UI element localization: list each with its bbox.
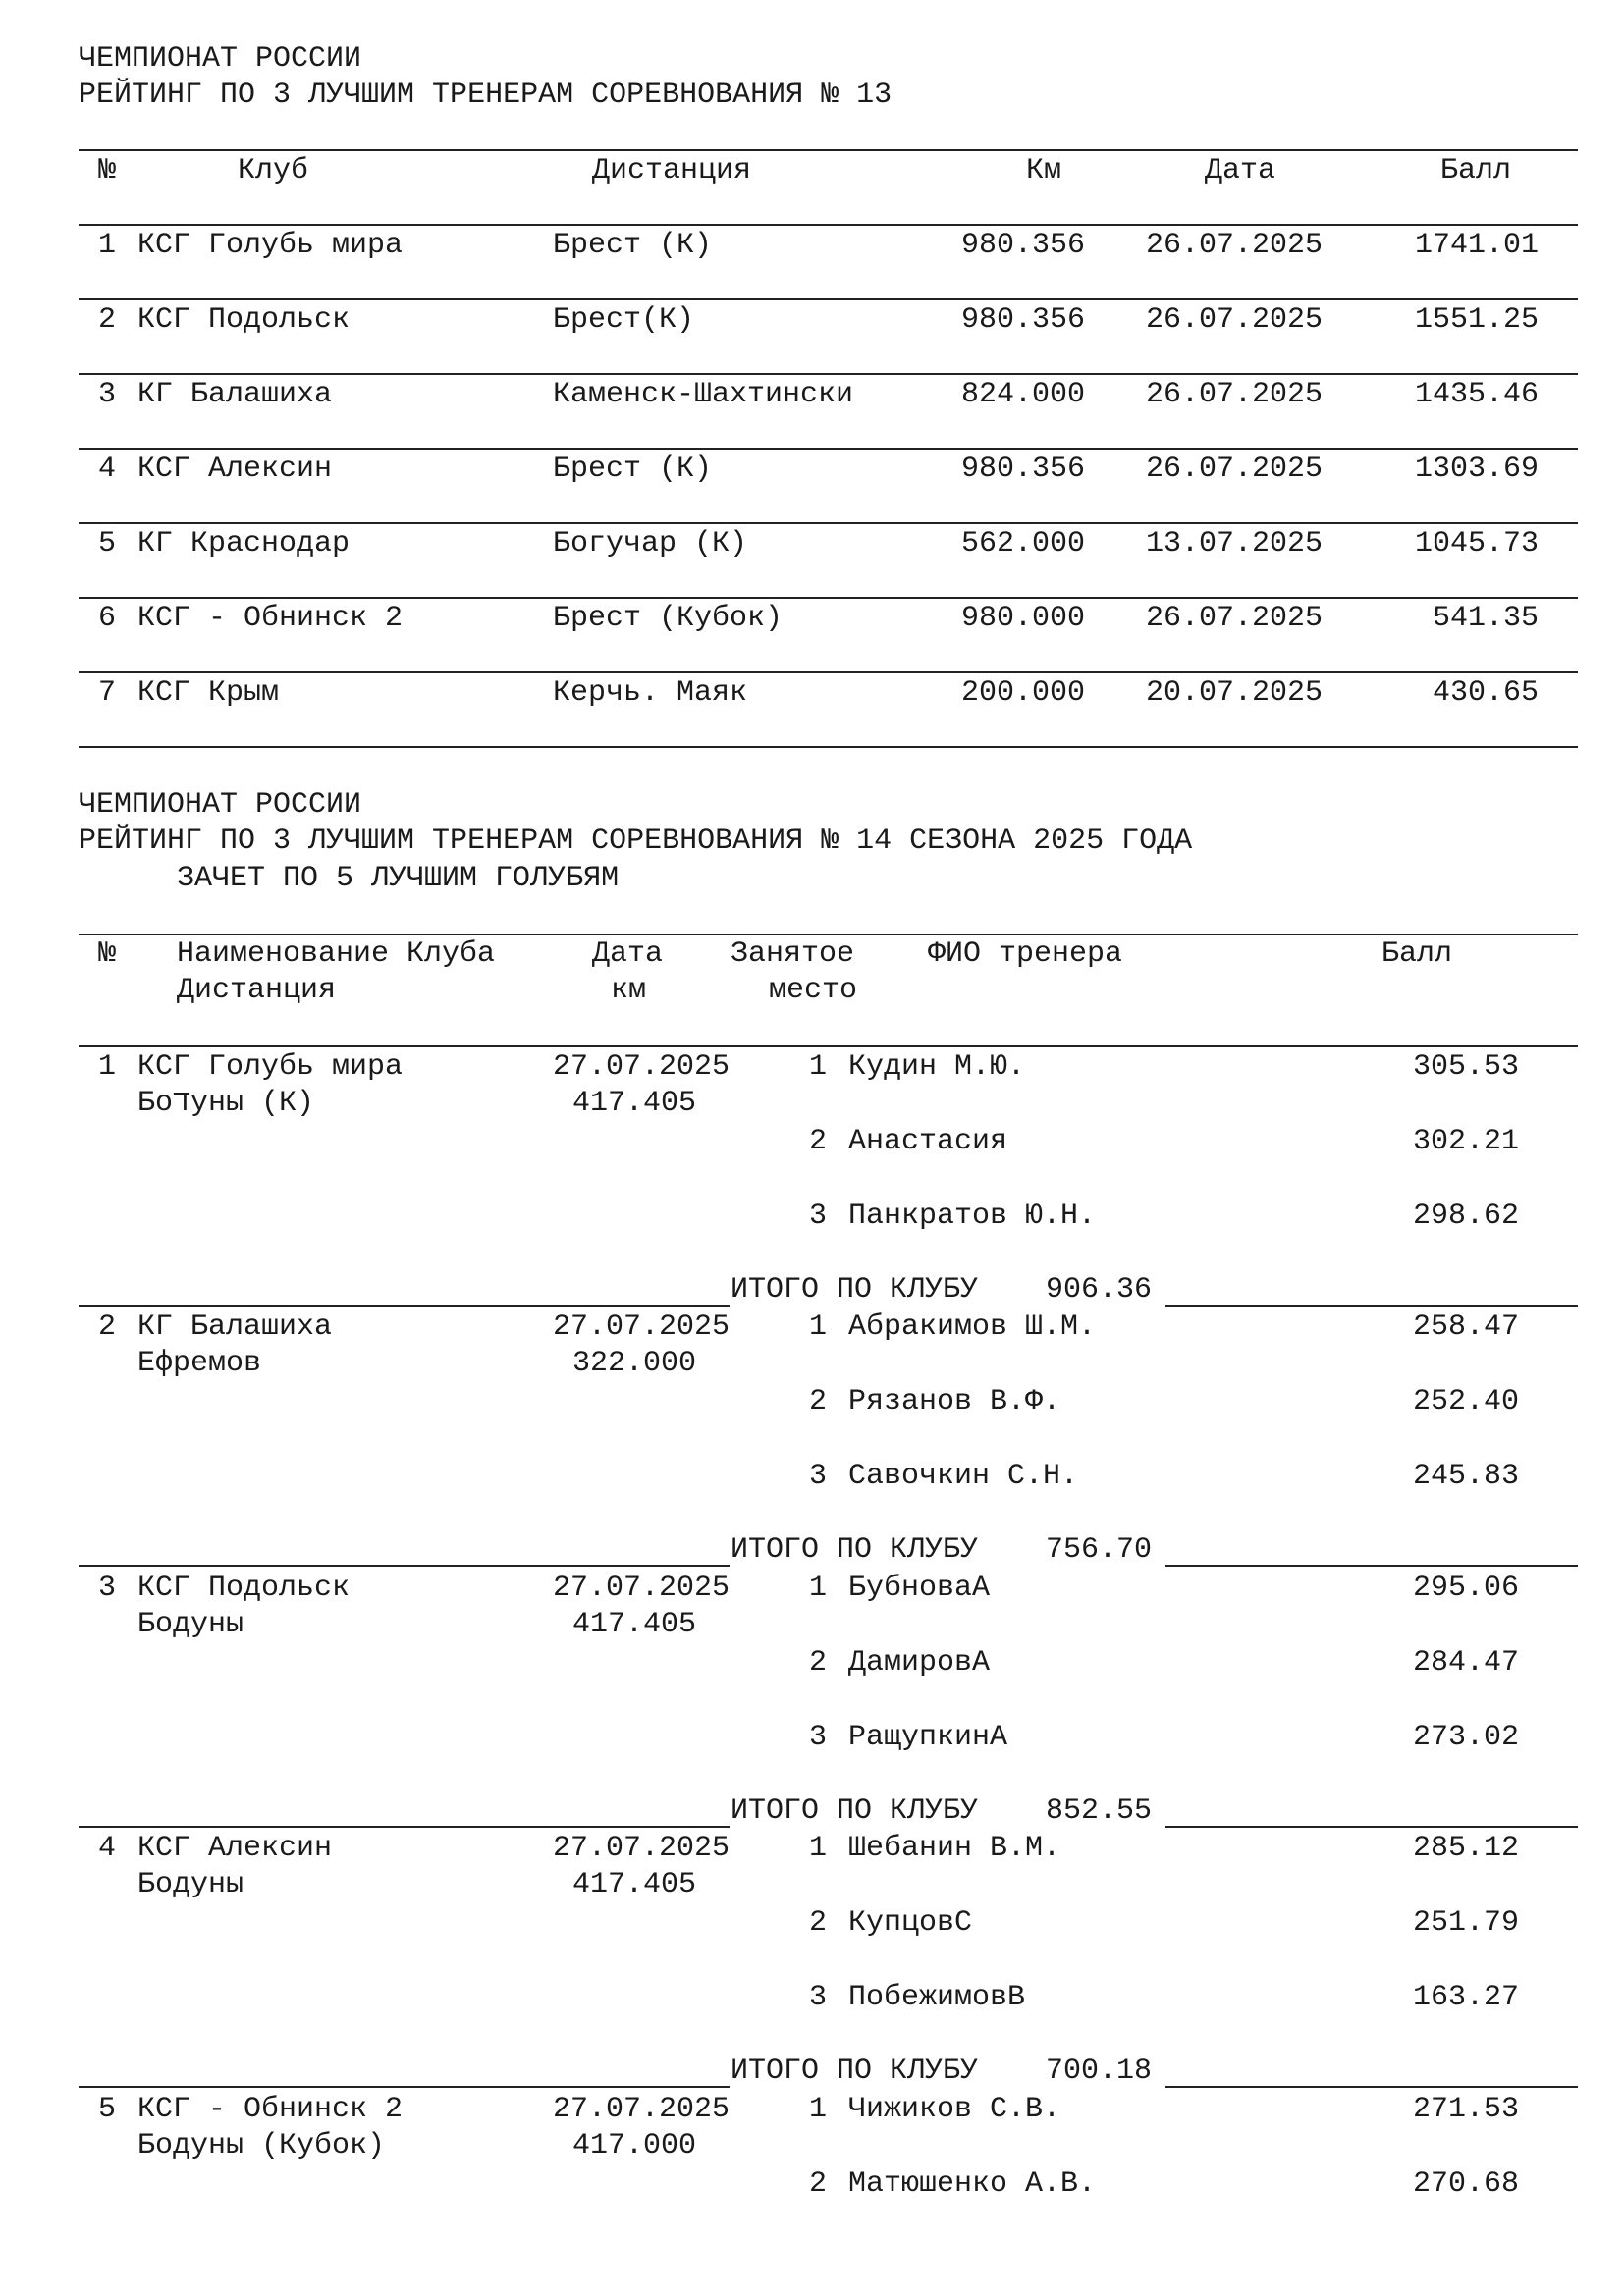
row-score: 430.65 xyxy=(1432,676,1539,710)
coach-place: 2 xyxy=(809,1125,828,1158)
club-total: 906.36 xyxy=(1046,1273,1153,1307)
coach-place: 1 xyxy=(809,1050,828,1084)
club-total: 700.18 xyxy=(1046,2055,1153,2088)
row-num: 6 xyxy=(98,602,117,635)
coach-place: 2 xyxy=(809,1906,828,1940)
club-date: 27.07.2025 xyxy=(553,2093,731,2126)
coach-score: 270.68 xyxy=(1412,2167,1519,2201)
total-rule-left xyxy=(79,1826,730,1828)
total-label: ИТОГО ПО КЛУБУ xyxy=(731,2055,979,2088)
row-km: 824.000 xyxy=(960,378,1085,411)
row-score: 541.35 xyxy=(1432,602,1539,635)
row-distance: Брест (Кубок) xyxy=(553,602,784,635)
row-km: 980.356 xyxy=(960,303,1085,337)
row-score: 1045.73 xyxy=(1414,527,1539,561)
row-num: 5 xyxy=(98,527,117,561)
coach-score: 258.47 xyxy=(1412,1310,1519,1344)
header-km: Км xyxy=(1026,154,1062,187)
club-km: 417.405 xyxy=(572,1868,697,1901)
club-total: 852.55 xyxy=(1046,1794,1153,1828)
row-rule xyxy=(79,597,1578,599)
club-name: КСГ Алексин xyxy=(137,1832,333,1865)
club-name: КСГ - Обнинск 2 xyxy=(137,2093,404,2126)
header-club-name: Наименование Клуба xyxy=(177,937,496,971)
club-num: 5 xyxy=(98,2093,117,2126)
section2-title-line1: ЧЕМПИОНАТ РОССИИ xyxy=(79,788,362,822)
club-date: 27.07.2025 xyxy=(553,1310,731,1344)
header-club: Клуб xyxy=(238,154,309,187)
coach-name: Панкратов Ю.Н. xyxy=(848,1200,1097,1233)
row-score: 1741.01 xyxy=(1414,229,1539,262)
total-label: ИТОГО ПО КЛУБУ xyxy=(731,1273,979,1307)
row-distance: Брест (К) xyxy=(553,229,713,262)
row-club: КСГ - Обнинск 2 xyxy=(137,602,404,635)
coach-score: 305.53 xyxy=(1412,1050,1519,1084)
section1-header-top-rule xyxy=(79,149,1578,151)
section2-title-line2: РЕЙТИНГ ПО 3 ЛУЧШИМ ТРЕНЕРАМ СОРЕВНОВАНИЯ № 14 СЕЗОНА 2025 ГОДА xyxy=(79,825,1193,858)
total-label: ИТОГО ПО КЛУБУ xyxy=(731,1794,979,1828)
coach-place: 1 xyxy=(809,1832,828,1865)
header-score: Балл xyxy=(1381,937,1453,971)
total-rule-right xyxy=(1165,1565,1578,1567)
row-km: 980.000 xyxy=(960,602,1085,635)
row-date: 26.07.2025 xyxy=(1146,602,1324,635)
section2-title-line3: ЗАЧЕТ ПО 5 ЛУЧШИМ ГОЛУБЯМ xyxy=(177,862,620,895)
coach-score: 245.83 xyxy=(1412,1460,1519,1493)
coach-score: 251.79 xyxy=(1412,1906,1519,1940)
coach-place: 3 xyxy=(809,1721,828,1754)
row-num: 2 xyxy=(98,303,117,337)
row-km: 562.000 xyxy=(960,527,1085,561)
header-score: Балл xyxy=(1440,154,1512,187)
club-date: 27.07.2025 xyxy=(553,1050,731,1084)
header-num: № xyxy=(98,154,117,187)
coach-score: 163.27 xyxy=(1412,1981,1519,2014)
coach-name: Анастасия xyxy=(848,1125,1008,1158)
coach-name: Абракимов Ш.М. xyxy=(848,1310,1097,1344)
header-distance: Дистанция xyxy=(177,974,337,1007)
coach-score: 273.02 xyxy=(1412,1721,1519,1754)
row-date: 26.07.2025 xyxy=(1146,378,1324,411)
section2-header-bottom-rule xyxy=(79,1045,1578,1047)
total-label: ИТОГО ПО КЛУБУ xyxy=(731,1533,979,1567)
coach-place: 3 xyxy=(809,1460,828,1493)
row-club: КСГ Подольск xyxy=(137,303,351,337)
club-num: 1 xyxy=(98,1050,117,1084)
header-coach: ФИО тренера xyxy=(928,937,1123,971)
total-rule-left xyxy=(79,1565,730,1567)
club-num: 3 xyxy=(98,1572,117,1605)
row-date: 13.07.2025 xyxy=(1146,527,1324,561)
section1-header-bottom-rule xyxy=(79,224,1578,226)
coach-place: 3 xyxy=(809,1200,828,1233)
row-rule xyxy=(79,522,1578,524)
row-rule xyxy=(79,448,1578,450)
coach-name: Шебанин В.М. xyxy=(848,1832,1061,1865)
row-rule xyxy=(79,298,1578,300)
row-rule xyxy=(79,373,1578,375)
row-date: 20.07.2025 xyxy=(1146,676,1324,710)
coach-place: 3 xyxy=(809,1981,828,2014)
row-distance: Брест (К) xyxy=(553,453,713,486)
coach-place: 2 xyxy=(809,2167,828,2201)
coach-name: РащупкинА xyxy=(848,1721,1008,1754)
total-rule-right xyxy=(1165,1826,1578,1828)
coach-place: 1 xyxy=(809,2093,828,2126)
coach-name: Савочкин С.Н. xyxy=(848,1460,1079,1493)
coach-place: 2 xyxy=(809,1385,828,1418)
coach-score: 298.62 xyxy=(1412,1200,1519,1233)
total-rule-right xyxy=(1165,2086,1578,2088)
club-km: 417.405 xyxy=(572,1608,697,1641)
row-club: КГ Балашиха xyxy=(137,378,333,411)
coach-name: Рязанов В.Ф. xyxy=(848,1385,1061,1418)
club-distance: Боדуны (К) xyxy=(137,1087,315,1120)
club-total: 756.70 xyxy=(1046,1533,1153,1567)
club-distance: Ефремов xyxy=(137,1347,262,1380)
coach-score: 284.47 xyxy=(1412,1646,1519,1680)
header-place-line2: место xyxy=(769,974,858,1007)
coach-score: 252.40 xyxy=(1412,1385,1519,1418)
header-date: Дата xyxy=(592,937,664,971)
row-rule xyxy=(79,746,1578,748)
club-name: КГ Балашиха xyxy=(137,1310,333,1344)
club-date: 27.07.2025 xyxy=(553,1832,731,1865)
coach-place: 1 xyxy=(809,1572,828,1605)
row-num: 3 xyxy=(98,378,117,411)
header-num: № xyxy=(98,937,117,971)
coach-name: Матюшенко А.В. xyxy=(848,2167,1097,2201)
row-club: КСГ Крым xyxy=(137,676,280,710)
club-name: КСГ Подольск xyxy=(137,1572,351,1605)
row-distance: Богучар (К) xyxy=(553,527,748,561)
row-club: КСГ Голубь мира xyxy=(137,229,404,262)
row-num: 1 xyxy=(98,229,117,262)
total-rule-left xyxy=(79,1305,730,1307)
total-rule-right xyxy=(1165,1305,1578,1307)
coach-score: 295.06 xyxy=(1412,1572,1519,1605)
club-distance: Бодуны (Кубок) xyxy=(137,2129,386,2163)
row-date: 26.07.2025 xyxy=(1146,229,1324,262)
section1-title-line1: ЧЕМПИОНАТ РОССИИ xyxy=(79,42,362,76)
row-num: 4 xyxy=(98,453,117,486)
club-date: 27.07.2025 xyxy=(553,1572,731,1605)
header-date: Дата xyxy=(1205,154,1276,187)
row-score: 1303.69 xyxy=(1414,453,1539,486)
section2-header-top-rule xyxy=(79,934,1578,935)
club-km: 417.000 xyxy=(572,2129,697,2163)
header-km: км xyxy=(611,974,647,1007)
row-club: КСГ Алексин xyxy=(137,453,333,486)
coach-score: 285.12 xyxy=(1412,1832,1519,1865)
row-num: 7 xyxy=(98,676,117,710)
row-distance: Каменск-Шахтински xyxy=(553,378,854,411)
club-km: 417.405 xyxy=(572,1087,697,1120)
header-place-line1: Занятое xyxy=(731,937,855,971)
row-rule xyxy=(79,671,1578,673)
coach-score: 302.21 xyxy=(1412,1125,1519,1158)
club-distance: Бодуны xyxy=(137,1868,244,1901)
section1-title-line2: РЕЙТИНГ ПО 3 ЛУЧШИМ ТРЕНЕРАМ СОРЕВНОВАНИЯ № 13 xyxy=(79,79,893,112)
club-distance: Бодуны xyxy=(137,1608,244,1641)
club-num: 4 xyxy=(98,1832,117,1865)
row-km: 980.356 xyxy=(960,453,1085,486)
row-km: 200.000 xyxy=(960,676,1085,710)
header-distance: Дистанция xyxy=(592,154,752,187)
row-club: КГ Краснодар xyxy=(137,527,351,561)
coach-name: КупцовС xyxy=(848,1906,973,1940)
row-score: 1435.46 xyxy=(1414,378,1539,411)
club-num: 2 xyxy=(98,1310,117,1344)
coach-name: Чижиков С.В. xyxy=(848,2093,1061,2126)
coach-name: БубноваА xyxy=(848,1572,991,1605)
row-distance: Брест(К) xyxy=(553,303,695,337)
coach-score: 271.53 xyxy=(1412,2093,1519,2126)
row-score: 1551.25 xyxy=(1414,303,1539,337)
total-rule-left xyxy=(79,2086,730,2088)
coach-name: Кудин М.Ю. xyxy=(848,1050,1026,1084)
club-name: КСГ Голубь мира xyxy=(137,1050,404,1084)
coach-place: 2 xyxy=(809,1646,828,1680)
coach-name: ДамировА xyxy=(848,1646,991,1680)
coach-name: ПобежимовВ xyxy=(848,1981,1026,2014)
row-date: 26.07.2025 xyxy=(1146,303,1324,337)
row-date: 26.07.2025 xyxy=(1146,453,1324,486)
row-km: 980.356 xyxy=(960,229,1085,262)
club-km: 322.000 xyxy=(572,1347,697,1380)
coach-place: 1 xyxy=(809,1310,828,1344)
row-distance: Керчь. Маяк xyxy=(553,676,748,710)
